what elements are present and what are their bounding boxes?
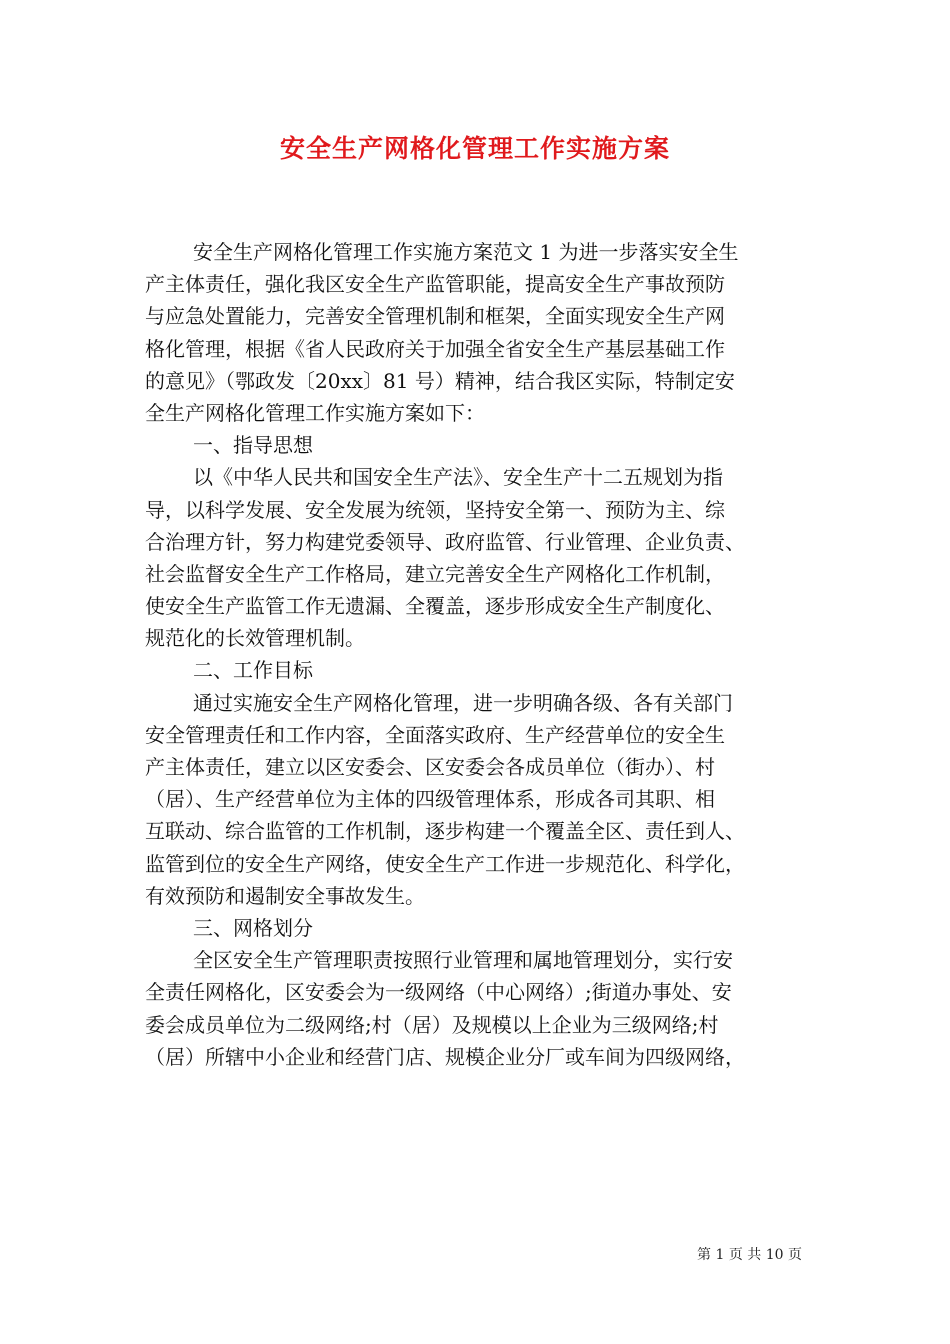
text-line: 全生产网格化管理工作实施方案如下： [145, 400, 485, 425]
text-line: 安全生产网格化管理工作实施方案范文 1 为进一步落实安全生 [193, 240, 739, 264]
document-body [145, 236, 810, 1073]
text-line: 安全管理责任和工作内容，全面落实政府、生产经营单位的安全生 [145, 722, 725, 747]
text-line: 的意见》（鄂政发〔20xx〕81 号）精神，结合我区实际，特制定安 [145, 368, 735, 393]
text-line: 合治理方针，努力构建党委领导、政府监管、行业管理、企业负责、 [145, 529, 745, 554]
text-line: 互联动、综合监管的工作机制，逐步构建一个覆盖全区、责任到人、 [145, 819, 745, 844]
text-line: （居）、生产经营单位为主体的四级管理体系，形成各司其职、相 [145, 787, 715, 812]
text-line: 全责任网格化，区安委会为一级网络（中心网络）;街道办事处、安 [145, 980, 732, 1005]
text-line: 社会监督安全生产工作格局，建立完善安全生产网格化工作机制， [145, 561, 725, 586]
text-line: 三、网格划分 [193, 915, 313, 940]
text-line: 产主体责任，强化我区安全生产监管职能，提高安全生产事故预防 [145, 272, 725, 297]
text-line: 产主体责任，建立以区安委会、区安委会各成员单位（街办）、村 [145, 755, 715, 779]
text-line: 有效预防和遏制安全事故发生。 [145, 883, 425, 908]
text-line: 一、指导思想 [193, 433, 313, 458]
text-line: 委会成员单位为二级网络;村（居）及规模以上企业为三级网络;村 [145, 1012, 719, 1037]
text-line: 导，以科学发展、安全发展为统领，坚持安全第一、预防为主、综 [145, 497, 725, 522]
document-title: 安全生产网格化管理工作实施方案 [279, 134, 670, 163]
text-line: 全区安全生产管理职责按照行业管理和属地管理划分，实行安 [193, 948, 733, 973]
text-line: 与应急处置能力，完善安全管理机制和框架，全面实现安全生产网 [145, 304, 725, 329]
text-line: 规范化的长效管理机制。 [145, 626, 365, 651]
text-line: 二、工作目标 [193, 658, 313, 683]
text-line: 使安全生产监管工作无遗漏、全覆盖，逐步形成安全生产制度化、 [145, 594, 725, 619]
text-line: （居）所辖中小企业和经营门店、规模企业分厂或车间为四级网络， [145, 1044, 745, 1069]
text-line: 以《中华人民共和国安全生产法》、安全生产十二五规划为指 [193, 465, 723, 490]
page-footer: 第 1 页 共 10 页 [697, 1247, 802, 1263]
text-line: 通过实施安全生产网格化管理，进一步明确各级、各有关部门 [193, 690, 733, 715]
text-line: 格化管理，根据《省人民政府关于加强全省安全生产基层基础工作 [145, 336, 725, 361]
text-line: 监管到位的安全生产网络，使安全生产工作进一步规范化、科学化， [145, 851, 745, 876]
